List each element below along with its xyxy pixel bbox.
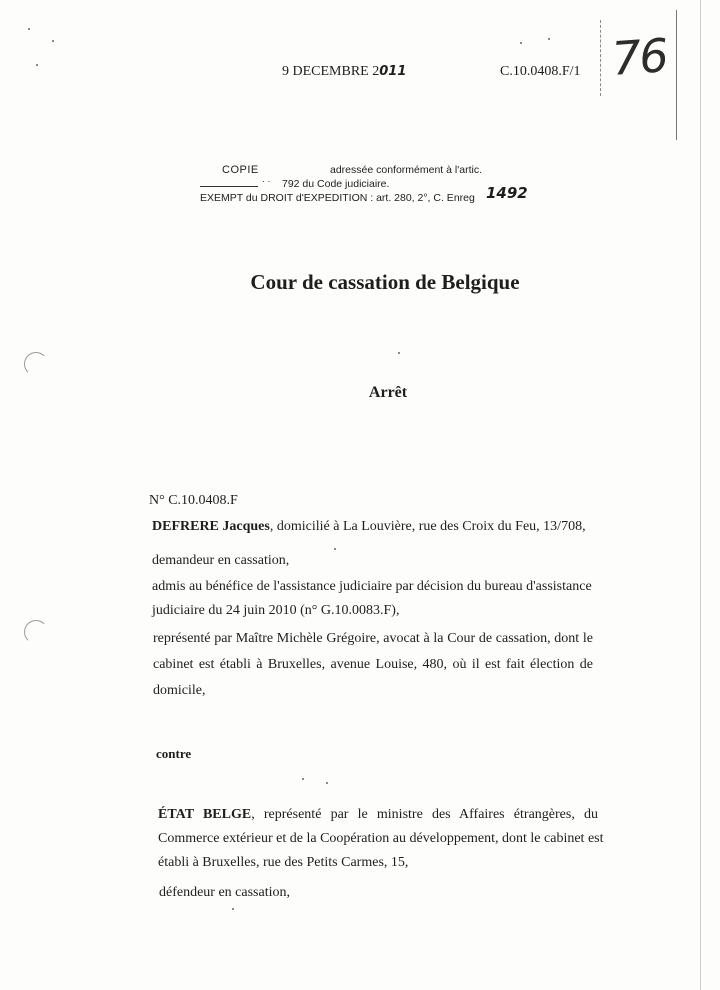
stamp-line-3: EXEMPT du DROIT d'EXPEDITION : art. 280, 2°, C. Enreg [200, 192, 475, 204]
stamp-dots: · · [262, 176, 271, 186]
stamp-number-handwritten: 1492 [486, 184, 528, 202]
defendeur-line1-rest: , représenté par le ministre des Affaires étrangères, du [251, 807, 598, 822]
defendeur-line-2: Commerce extérieur et de la Coopération au développement, dont le cabinet est [158, 831, 604, 846]
scan-speck [302, 778, 304, 780]
representation-line-1: représenté par Maître Michèle Grégoire, avocat à la Cour de cassation, dont le [153, 631, 593, 646]
scan-speck [232, 908, 234, 910]
scan-speck [326, 782, 328, 784]
court-title: Cour de cassation de Belgique [250, 270, 520, 294]
scan-speck [548, 38, 550, 40]
stamp-line-2: 792 du Code judiciaire. [282, 178, 390, 190]
folio-mark-line [600, 20, 601, 96]
folio-handwritten: 76 [610, 28, 669, 86]
stamp-rule [200, 186, 258, 187]
representation-line-3: domicile, [153, 683, 206, 698]
aid-line-1: admis au bénéfice de l'assistance judiciaire par décision du bureau d'assistance [152, 579, 592, 594]
demandeur-name: DEFRERE Jacques [152, 519, 270, 534]
scan-speck [520, 42, 522, 44]
stamp-line-1: adressée conformément à l'artic. [330, 164, 482, 176]
case-number: N° C.10.0408.F [149, 493, 238, 508]
header-date: 9 DECEMBRE 2011 [282, 64, 407, 79]
demandeur-line [152, 518, 586, 536]
punch-hole-mark [24, 352, 48, 376]
demandeur-address: , domicilié à La Louvière, rue des Croix du Feu, 13/708, [269, 519, 586, 534]
contre-heading: contre [156, 746, 192, 761]
aid-line-2: judiciaire du 24 juin 2010 (n° G.10.0083.F), [152, 603, 400, 618]
demandeur-role: demandeur en cassation, [152, 553, 290, 568]
defendeur-line-3: établi à Bruxelles, rue des Petits Carmes, 15, [158, 855, 409, 870]
defendeur-role: défendeur en cassation, [159, 885, 290, 900]
defendeur-line [158, 806, 598, 824]
scan-speck [36, 64, 38, 66]
document-subtitle: Arrêt [368, 384, 408, 401]
header-reference: C.10.0408.F/1 [500, 64, 581, 79]
scan-speck [28, 28, 30, 30]
scan-margin-line [676, 10, 677, 140]
scan-edge-line [700, 0, 701, 990]
defendeur-name: ÉTAT BELGE [158, 807, 252, 822]
stamp-copie: COPIE [222, 164, 259, 176]
representation-line-2: cabinet est établi à Bruxelles, avenue Louise, 480, où il est fait élection de [153, 657, 593, 672]
scan-speck [398, 352, 400, 354]
scan-speck [52, 40, 54, 42]
scan-speck [334, 548, 336, 550]
punch-hole-mark [24, 620, 48, 644]
